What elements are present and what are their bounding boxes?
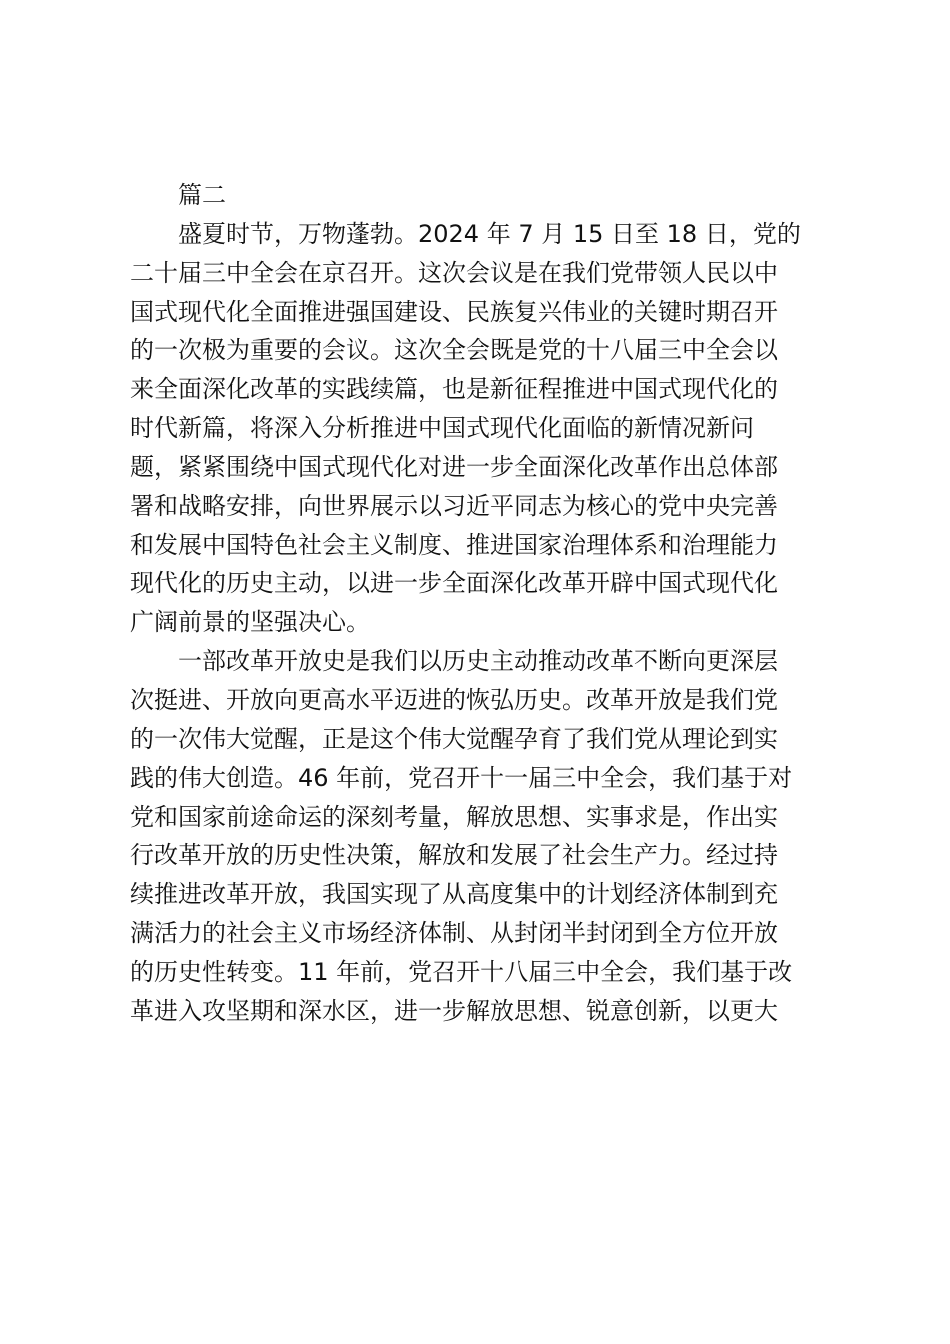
paragraph-line: 署和战略安排，向世界展示以习近平同志为核心的党中央完善 <box>130 491 778 520</box>
paragraph-line: 和发展中国特色社会主义制度、推进国家治理体系和治理能力 <box>130 530 778 559</box>
paragraph-line: 续推进改革开放，我国实现了从高度集中的计划经济体制到充 <box>130 880 778 909</box>
paragraph-line: 来全面深化改革的实践续篇，也是新征程推进中国式现代化的 <box>130 375 778 404</box>
paragraph-line: 满活力的社会主义市场经济体制、从封闭半封闭到全方位开放 <box>130 919 778 948</box>
document-body <box>130 176 820 1031</box>
paragraph-line: 革进入攻坚期和深水区，进一步解放思想、锐意创新，以更大 <box>130 996 778 1025</box>
paragraph-line: 次挺进、开放向更高水平迈进的恢弘历史。改革开放是我们党 <box>130 685 778 714</box>
paragraph-1 <box>130 215 820 642</box>
paragraph-line: 的历史性转变。11 年前，党召开十八届三中全会，我们基于改 <box>130 957 793 986</box>
paragraph-line: 题，紧紧围绕中国式现代化对进一步全面深化改革作出总体部 <box>130 452 778 481</box>
paragraph-line: 的一次伟大觉醒，正是这个伟大觉醒孕育了我们党从理论到实 <box>130 724 778 753</box>
paragraph-line: 国式现代化全面推进强国建设、民族复兴伟业的关键时期召开 <box>130 297 778 326</box>
paragraph-2 <box>130 642 820 1030</box>
paragraph-line: 二十届三中全会在京召开。这次会议是在我们党带领人民以中 <box>130 258 778 287</box>
paragraph-line: 盛夏时节，万物蓬勃。2024 年 7 月 15 日至 18 日，党的 <box>178 219 801 248</box>
paragraph-line: 践的伟大创造。46 年前，党召开十一届三中全会，我们基于对 <box>130 763 793 792</box>
paragraph-line: 行改革开放的历史性决策，解放和发展了社会生产力。经过持 <box>130 841 778 870</box>
paragraph-line: 广阔前景的坚强决心。 <box>130 608 370 637</box>
paragraph-line: 一部改革开放史是我们以历史主动推动改革不断向更深层 <box>178 647 778 676</box>
paragraph-line: 党和国家前途命运的深刻考量，解放思想、实事求是，作出实 <box>130 802 778 831</box>
paragraph-line: 现代化的历史主动，以进一步全面深化改革开辟中国式现代化 <box>130 569 778 598</box>
paragraph-line: 的一次极为重要的会议。这次全会既是党的十八届三中全会以 <box>130 336 778 365</box>
section-heading: 篇二 <box>178 181 226 209</box>
paragraph-line: 时代新篇，将深入分析推进中国式现代化面临的新情况新问 <box>130 414 754 443</box>
